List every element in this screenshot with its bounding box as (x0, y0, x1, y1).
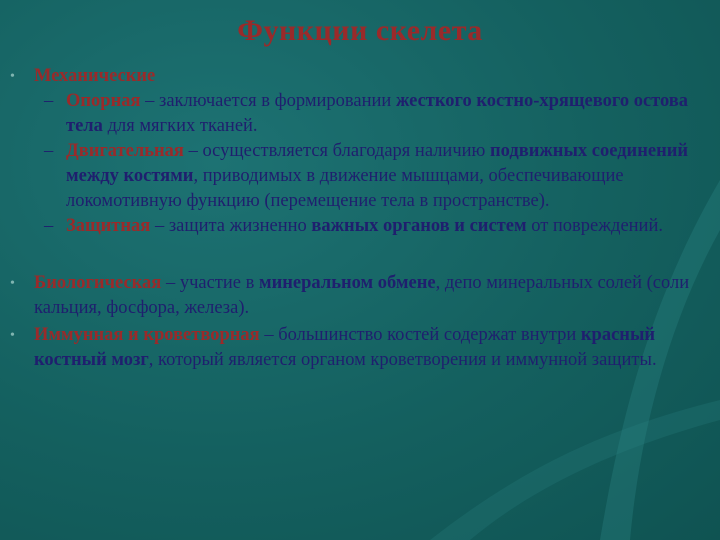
biological-text-1: – участие в (161, 273, 259, 293)
subbullet-motor (10, 139, 710, 214)
slide-content (10, 64, 710, 373)
biological-text-2: , депо минеральных солей (соли кальция, фосфора, железа). (34, 273, 690, 318)
subbullet-protective (10, 214, 710, 239)
immune-text-2: , который является органом кроветворения и иммунной защиты. (148, 350, 657, 370)
bullet-marker-icon: • (10, 276, 15, 291)
dash-marker-icon: – (44, 91, 54, 111)
bullet-mechanical-label: Механические (34, 66, 156, 86)
subbullet-support (10, 89, 710, 139)
protective-term: Защитная (66, 216, 151, 236)
protective-bold: важных органов и систем (311, 216, 527, 236)
support-bold: жесткого костно-хрящевого остова тела (66, 91, 689, 136)
bullet-marker-icon: • (10, 328, 15, 343)
bullet-biological (10, 271, 710, 321)
support-text-1: – заключается в формировании (140, 91, 396, 111)
biological-bold: минеральном обмене (258, 273, 436, 293)
biological-term: Биологическая (34, 273, 162, 293)
support-term: Опорная (66, 91, 141, 111)
spacer (10, 239, 710, 271)
immune-text-1: – большинство костей содержат внутри (259, 325, 581, 345)
bullet-mechanical (10, 64, 710, 89)
protective-text-2: от повреждений. (526, 216, 663, 236)
slide-title: Функции скелета (237, 14, 483, 47)
bullet-marker-icon: • (10, 69, 15, 84)
dash-marker-icon: – (44, 216, 54, 236)
dash-marker-icon: – (44, 141, 54, 161)
motor-term: Двигательная (66, 141, 184, 161)
support-text-2: для мягких тканей. (102, 116, 258, 136)
protective-text-1: – защита жизненно (150, 216, 312, 236)
bullet-immune (10, 323, 710, 373)
motor-text-1: – осуществляется благодаря наличию (183, 141, 490, 161)
motor-text-2: , приводимых в движение мышцами, обеспечивающие локомотивную функцию (перемещение тела в пространстве). (66, 166, 624, 211)
motor-bold: подвижных соединений между костями (66, 141, 689, 186)
immune-bold: красный костный мозг (34, 325, 656, 370)
immune-term: Иммунная и кроветворная (34, 325, 260, 345)
